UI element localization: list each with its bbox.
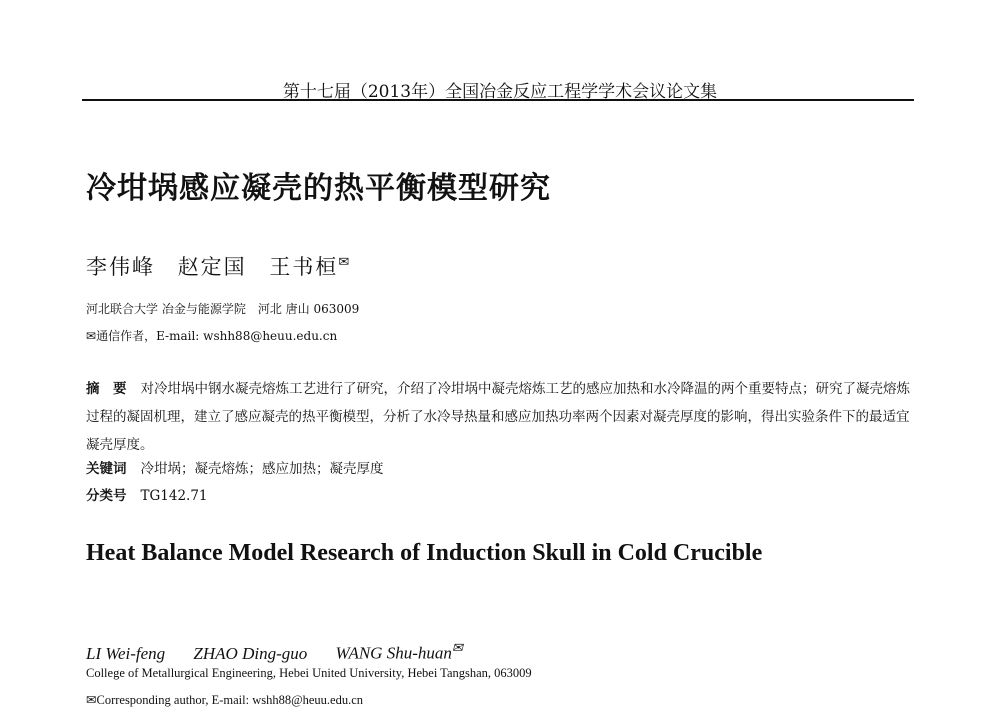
corresponding-en — [86, 692, 363, 708]
paper-title-cn: 冷坩埚感应凝壳的热平衡模型研究 — [86, 171, 551, 206]
paper-title-en: Heat Balance Model Research of Induction Skull in Cold Crucible — [86, 540, 763, 566]
classification-text: TG142.71 — [140, 488, 208, 504]
corresponding-cn-text: 通信作者，E-mail: wshh88@heuu.edu.cn — [96, 329, 338, 343]
corresponding-en-text: Corresponding author, E-mail: wshh88@heuu.edu.cn — [96, 693, 364, 707]
envelope-icon: ✉ — [451, 640, 463, 655]
classification-label: 分类号 — [86, 488, 127, 504]
keywords-cn — [86, 457, 384, 477]
author-cn-1: 李伟峰 — [86, 255, 155, 279]
abstract-text: 对冷坩埚中钢水凝壳熔炼工艺进行了研究，介绍了冷坩埚中凝壳熔炼工艺的感应加热和水冷降温的两个重要特点；研究了凝壳熔炼过程的凝固机理，建立了感应凝壳的热平衡模型，分析了水冷导热量和感应加热功率两个因素对凝壳厚度的影响，得出实验条件下的最适宜凝壳厚度。 — [86, 381, 910, 453]
classification-cn — [86, 484, 208, 504]
affiliation-cn: 河北联合大学 冶金与能源学院 河北 唐山 063009 — [86, 302, 360, 316]
corresponding-cn — [86, 327, 337, 344]
header-rule — [82, 99, 914, 101]
author-en-2: ZHAO Ding-guo — [193, 643, 308, 663]
author-cn-2: 赵定国 — [177, 255, 247, 279]
running-header: 第十七届（2013年）全国冶金反应工程学学术会议论文集 — [282, 82, 718, 102]
author-cn-3: 王书桓 — [269, 255, 339, 279]
authors-en — [86, 640, 463, 664]
envelope-icon: ✉ — [86, 693, 97, 707]
authors-cn — [86, 251, 351, 281]
keywords-label: 关键词 — [86, 461, 127, 477]
keywords-text: 冷坩埚；凝壳熔炼；感应加热；凝壳厚度 — [140, 461, 384, 477]
envelope-icon: ✉ — [338, 255, 352, 270]
author-en-3: WANG Shu-huan — [335, 643, 452, 663]
envelope-icon: ✉ — [86, 329, 97, 343]
abstract-label: 摘 要 — [86, 381, 127, 397]
abstract-cn — [86, 375, 916, 459]
author-en-1: LI Wei-feng — [86, 643, 166, 663]
affiliation-en: College of Metallurgical Engineering, Hebei United University, Hebei Tangshan, 063009 — [86, 666, 532, 680]
